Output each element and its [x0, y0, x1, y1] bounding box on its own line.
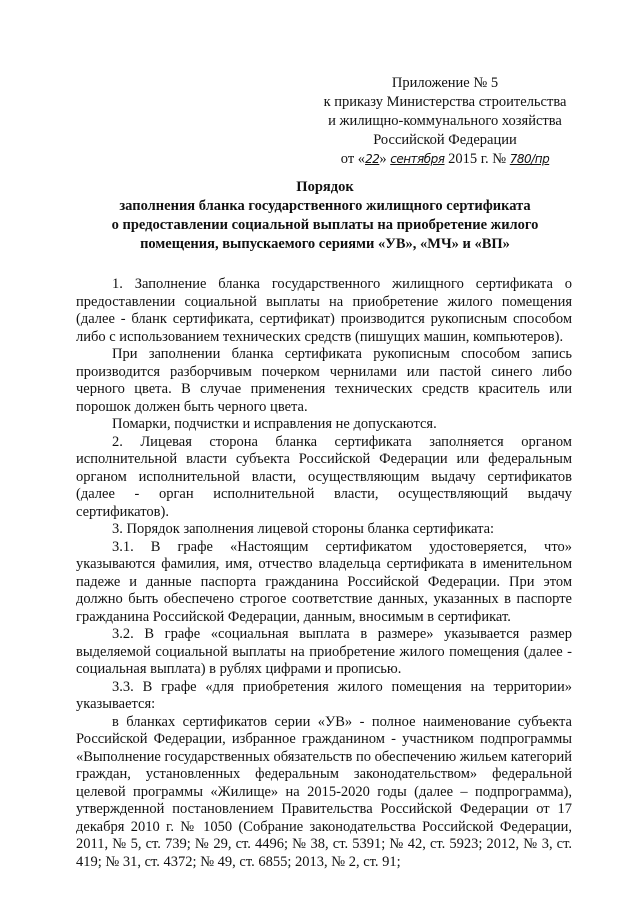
document-title	[60, 178, 590, 254]
paragraph-3: Помарки, подчистки и исправления не допускаются.	[112, 416, 437, 432]
paragraph-6: 3.1. В графе «Настоящим сертификатом удостоверяется, что» указываются фамилия, имя, отчество владельца сертификата в именительном падеже и данные паспорта гражданина Российской Федерации. При этом должно быть обеспечено строгое соответствие данных, указанных в паспорте гражданина Российской Федерации, данным, вносимым в сертификат.	[76, 538, 572, 625]
date-year: 2015 г. №	[444, 151, 510, 167]
paragraph-7: 3.2. В графе «социальная выплата в размере» указывается размер выделяемой социальной выплаты на приобретение жилого помещения (далее - социальная выплата) в рублях цифрами и прописью.	[76, 626, 572, 677]
title-line-3: о предоставлении социальной выплаты на приобретение жилого	[111, 217, 539, 233]
paragraph-9: в бланках сертификатов серии «УВ» - полное наименование субъекта Российской Федерации, избранное гражданином - участником подпрограммы «Выполнение государственных обязательств по обеспечению жильем категорий граждан, установленных федеральным законодательством» федеральной целевой программы «Жилище» на 2015-2020 годы (далее – подпрограмма), утвержденной постановлением Правительства Российской Федерации от 17 декабря 2010 г. № 1050 (Собрание законодательства Российской Федерации, 2011, № 5, ст. 739; № 29, ст. 4496; № 38, ст. 5391; № 42, ст. 5923; 2012, № 3, ст. 419; № 31, ст. 4372; № 49, ст. 6855; 2013, № 2, ст. 91;	[76, 713, 573, 870]
paragraph-8: 3.3. В графе «для приобретения жилого помещения на территории» указывается:	[76, 678, 572, 712]
title-line-1: Порядок	[296, 179, 354, 195]
appendix-number: Приложение № 5	[391, 75, 499, 91]
order-number: 780/пр	[509, 152, 550, 166]
paragraph-5: 3. Порядок заполнения лицевой стороны бланка сертификата:	[112, 521, 495, 537]
order-date-line	[300, 150, 590, 169]
ministry-name: и жилищно-коммунального хозяйства	[328, 113, 562, 129]
date-month: сентября	[390, 152, 445, 166]
country-name: Российской Федерации	[373, 132, 517, 148]
title-line-2: заполнения бланка государственного жилищного сертификата	[119, 198, 531, 214]
approval-stamp	[300, 74, 590, 169]
document-body	[76, 276, 572, 871]
paragraph-2: При заполнении бланка сертификата рукописным способом запись производится разборчивым почерком чернилами или пастой синего либо черного цвета. В случае применения технических средств краситель или порошок должен быть черного цвета.	[76, 346, 572, 415]
paragraph-4: 2. Лицевая сторона бланка сертификата заполняется органом исполнительной власти субъекта Российской Федерации или федеральным органом исполнительной власти, осуществляющим выдачу сертификатов (далее - орган исполнительной власти, осуществляющий выдачу сертификатов).	[76, 433, 572, 520]
date-day: 22	[365, 152, 380, 166]
date-prefix: от «	[340, 151, 366, 167]
title-line-4: помещения, выпускаемого сериями «УВ», «МЧ» и «ВП»	[140, 236, 510, 252]
date-mid: »	[379, 151, 391, 167]
order-reference: к приказу Министерства строительства	[323, 94, 567, 110]
paragraph-1: 1. Заполнение бланка государственного жилищного сертификата о предоставлении социальной выплаты на приобретение жилого помещения (далее - бланк сертификата, сертификат) производится рукописным способом либо с использованием технических средств (пишущих машин, компьютеров).	[76, 276, 572, 345]
